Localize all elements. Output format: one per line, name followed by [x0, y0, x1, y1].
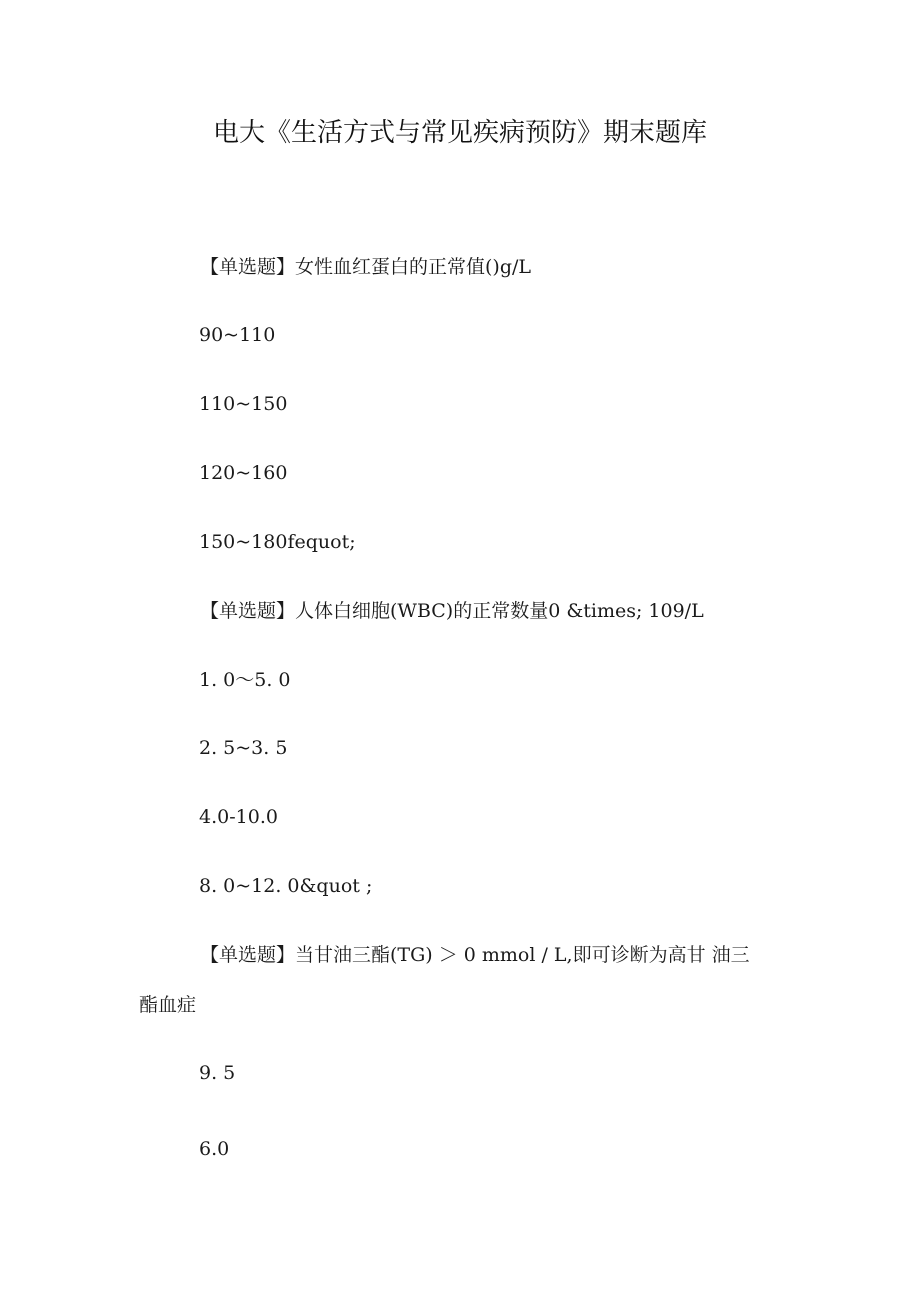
question-3-option-2: 6.0	[199, 1138, 230, 1160]
question-3-stem: 【单选题】当甘油三酯(TG) ＞ 0 mmol / L,即可诊断为高甘 油三	[200, 944, 750, 966]
question-2-option-2: 2. 5~3. 5	[199, 737, 288, 759]
question-2-option-3: 4.0-10.0	[199, 806, 278, 828]
question-1-option-3: 120~160	[199, 462, 288, 484]
question-2-stem: 【单选题】人体白细胞(WBC)的正常数量0 &times; 109/L	[200, 600, 704, 622]
question-1-option-1: 90~110	[199, 324, 276, 346]
question-1-stem: 【单选题】女性血红蛋白的正常值()g/L	[200, 256, 532, 278]
question-2-option-4: 8. 0~12. 0&quot ;	[199, 875, 373, 897]
page-title: 电大《生活方式与常见疾病预防》期末题库	[212, 118, 707, 148]
question-3-stem-continuation: 酯血症	[139, 994, 197, 1016]
question-1-option-2: 110~150	[199, 393, 288, 415]
question-2-option-1: 1. 0～5. 0	[199, 669, 291, 691]
question-1-option-4: 150~180fequot;	[199, 531, 356, 553]
question-3-option-1: 9. 5	[199, 1062, 236, 1084]
